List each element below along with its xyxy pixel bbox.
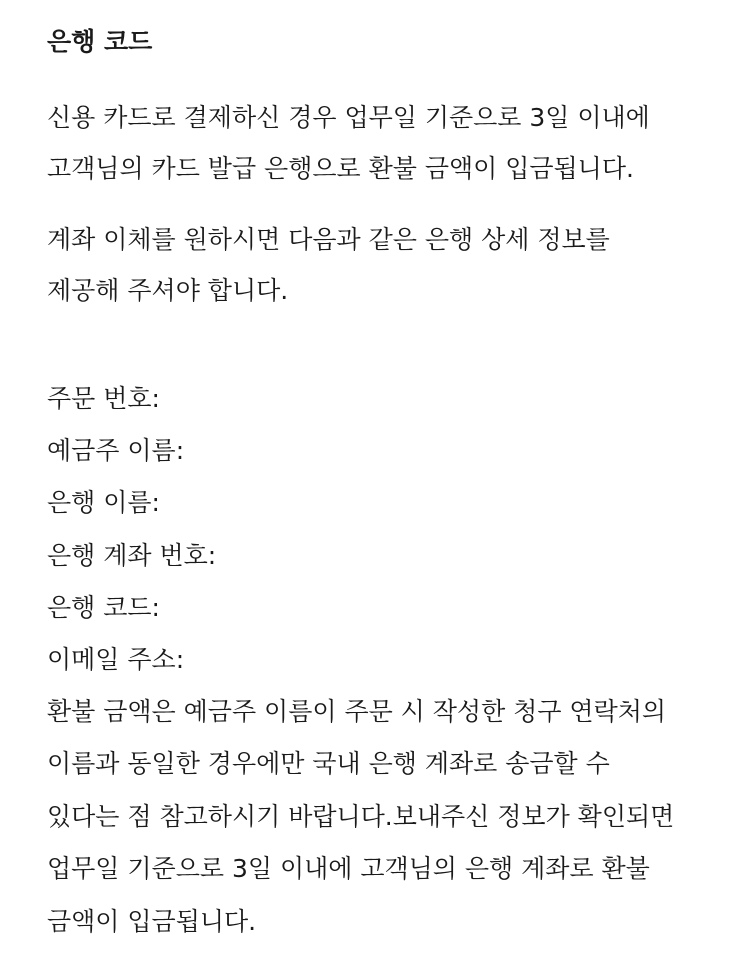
paragraph-line: 계좌 이체를 원하시면 다음과 같은 은행 상세 정보를 bbox=[47, 225, 610, 254]
field-email-address: 이메일 주소: bbox=[47, 645, 185, 675]
field-bank-name: 은행 이름: bbox=[47, 488, 160, 518]
paragraph-line: 신용 카드로 결제하신 경우 업무일 기준으로 3일 이내에 bbox=[47, 103, 650, 132]
paragraph-line: 업무일 기준으로 3일 이내에 고객님의 은행 계좌로 환불 bbox=[47, 854, 650, 884]
field-account-holder-name: 예금주 이름: bbox=[47, 436, 185, 466]
refund-notice-paragraph bbox=[47, 686, 674, 948]
field-bank-account-number: 은행 계좌 번호: bbox=[47, 540, 217, 570]
field-order-number: 주문 번호: bbox=[47, 384, 160, 413]
paragraph-line: 환불 금액은 예금주 이름이 주문 시 작성한 청구 연락처의 bbox=[47, 697, 667, 726]
paragraph-line: 있다는 점 참고하시기 바랍니다.보내주신 정보가 확인되면 bbox=[47, 801, 675, 831]
paragraph-line: 제공해 주셔야 합니다. bbox=[47, 276, 289, 305]
field-bank-code: 은행 코드: bbox=[47, 592, 160, 622]
bank-transfer-paragraph bbox=[47, 214, 610, 316]
paragraph-line: 금액이 입금됩니다. bbox=[47, 906, 257, 936]
required-fields-list bbox=[47, 373, 216, 686]
section-title: 은행 코드 bbox=[47, 27, 153, 56]
paragraph-line: 이름과 동일한 경우에만 국내 은행 계좌로 송금할 수 bbox=[47, 749, 610, 779]
paragraph-line: 고객님의 카드 발급 은행으로 환불 금액이 입금됩니다. bbox=[47, 154, 634, 183]
card-refund-paragraph bbox=[47, 92, 650, 194]
